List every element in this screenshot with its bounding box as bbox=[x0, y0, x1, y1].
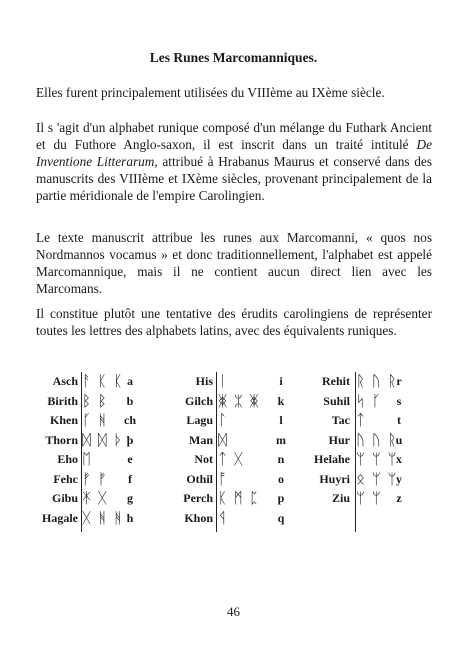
rune-name: Hagale bbox=[42, 510, 78, 525]
latin-letter: l bbox=[279, 413, 283, 427]
page-title: Les Runes Marcomanniques. bbox=[149, 50, 318, 65]
rune-name: Huyri bbox=[319, 471, 350, 486]
paragraph-1: Elles furent principalement utilisées du VIIIème au IXème siècle. bbox=[36, 85, 385, 100]
latin-letter: x bbox=[396, 452, 402, 466]
rune-glyphs: ᛞ ᛞ ᚦ bbox=[82, 430, 124, 449]
rune-glyphs: ᛡ ᚷ bbox=[82, 489, 108, 507]
paragraph-2 bbox=[36, 119, 432, 204]
rune-name: Gibu bbox=[51, 491, 78, 505]
rune-glyphs: ᛚ bbox=[218, 411, 229, 429]
latin-letter: þ bbox=[126, 432, 134, 447]
latin-letter: s bbox=[396, 393, 402, 408]
paragraph-4: Il constitue plutôt une tentative des érudits carolingiens de représenter toutes les lettres des alphabets latins, avec des équivalents runiques. bbox=[36, 306, 432, 338]
rune-glyphs: ᛋ ᚴ bbox=[356, 391, 382, 410]
latin-letter: p bbox=[277, 491, 285, 505]
rune-glyphs: ᛕ ᛗ ᛈ bbox=[218, 489, 260, 507]
rune-name: Not bbox=[194, 452, 213, 466]
rune-glyphs: ᛖ bbox=[82, 450, 93, 468]
rune-glyphs: ᛘ ᛘ bbox=[356, 489, 382, 507]
rune-name: Suhil bbox=[323, 393, 350, 408]
rune-name: Rehit bbox=[322, 374, 350, 388]
latin-letter: h bbox=[126, 510, 134, 525]
rune-glyphs: ᚠ ᚠ bbox=[82, 469, 108, 488]
latin-letter: f bbox=[128, 471, 132, 486]
rune-name: Othil bbox=[186, 471, 213, 486]
rune-name: Perch bbox=[183, 491, 213, 505]
rune-table bbox=[36, 372, 434, 532]
latin-letter: q bbox=[277, 510, 285, 525]
paragraph-3: Le texte manuscrit attribue les runes aux Marcomanni, « quos nos Nordmannos vocamus » et donc traditionnellement, l'alphabet est appelé Marcomannique, mais il ne contient aucun direct lien avec les Marcomans. bbox=[36, 230, 432, 296]
rune-name: Fehc bbox=[53, 471, 78, 486]
rune-name: Ziu bbox=[331, 491, 350, 505]
latin-letter: o bbox=[278, 471, 284, 486]
latin-letter: e bbox=[127, 452, 133, 466]
latin-letter: a bbox=[127, 374, 133, 388]
rune-glyphs: ᛁ bbox=[218, 372, 229, 390]
latin-letter: i bbox=[279, 374, 283, 388]
rune-name: Khen bbox=[49, 413, 78, 427]
rune-name: Hur bbox=[328, 432, 350, 447]
rune-glyphs: ᛤ ᛯ ᛤ bbox=[218, 391, 260, 410]
rune-glyphs: ᚴ ᚻ bbox=[82, 411, 108, 429]
rune-glyphs: ᚩ bbox=[218, 469, 229, 488]
latin-letter: r bbox=[396, 374, 402, 388]
rune-name: Asch bbox=[52, 374, 78, 388]
treatise-title: De Inventione Litterarum bbox=[36, 137, 432, 169]
latin-letter: u bbox=[395, 432, 403, 447]
latin-letter: b bbox=[126, 393, 134, 408]
rune-name: Tac bbox=[331, 413, 350, 427]
latin-letter: t bbox=[397, 413, 401, 427]
rune-name: Birith bbox=[47, 393, 78, 408]
rune-name: Eho bbox=[57, 452, 78, 466]
latin-letter: n bbox=[277, 452, 285, 466]
rune-glyphs: ᚢ ᚢ ᚱ bbox=[356, 430, 398, 449]
rune-glyphs: ᛒ ᛒ bbox=[82, 391, 108, 410]
rune-glyphs: ᚨ ᛕ ᛕ bbox=[82, 372, 124, 390]
latin-letter: ch bbox=[124, 413, 136, 427]
page-number: 46 bbox=[227, 604, 240, 619]
latin-letter: z bbox=[396, 491, 402, 505]
rune-name: Lagu bbox=[186, 413, 213, 427]
rune-name: Man bbox=[189, 432, 213, 447]
latin-letter: k bbox=[277, 393, 285, 408]
rune-glyphs: ᛏ ᚷ bbox=[218, 450, 244, 468]
rune-name: Khon bbox=[184, 510, 213, 525]
rune-name: Thorn bbox=[45, 432, 78, 447]
rune-glyphs: ᛞ bbox=[218, 430, 229, 449]
rune-name: His bbox=[195, 374, 213, 388]
rune-glyphs: ᛟ ᛘ ᛘ bbox=[356, 469, 398, 488]
rune-glyphs: ᚷ ᚻ ᚻ bbox=[82, 508, 124, 527]
paragraph-2-text-start: Il s 'agit d'un alphabet runique composé d'un mélange du Futhark Ancient et du Futhore Anglo-saxon, il est inscrit dans un traité intitulé bbox=[36, 120, 432, 152]
latin-letter: m bbox=[276, 432, 286, 447]
table-divider bbox=[216, 372, 217, 532]
rune-glyphs: ᛩ bbox=[218, 508, 229, 527]
latin-letter: g bbox=[127, 491, 133, 505]
rune-name: Helahe bbox=[314, 452, 350, 466]
rune-glyphs: ᚱ ᚢ ᚱ bbox=[356, 372, 398, 390]
paragraph-2-text-end: , attribué à Hrabanus Maurus et conservé dans des manuscrits des VIIIème et IXème siècles, provenant principalement de la partie méridionale de l'empire Carolingien. bbox=[36, 154, 432, 203]
rune-glyphs: ᛏ bbox=[356, 411, 367, 429]
latin-letter: y bbox=[396, 471, 402, 486]
rune-glyphs: ᛘ ᛘ ᛘ bbox=[356, 450, 398, 468]
rune-name: Gilch bbox=[184, 393, 213, 408]
